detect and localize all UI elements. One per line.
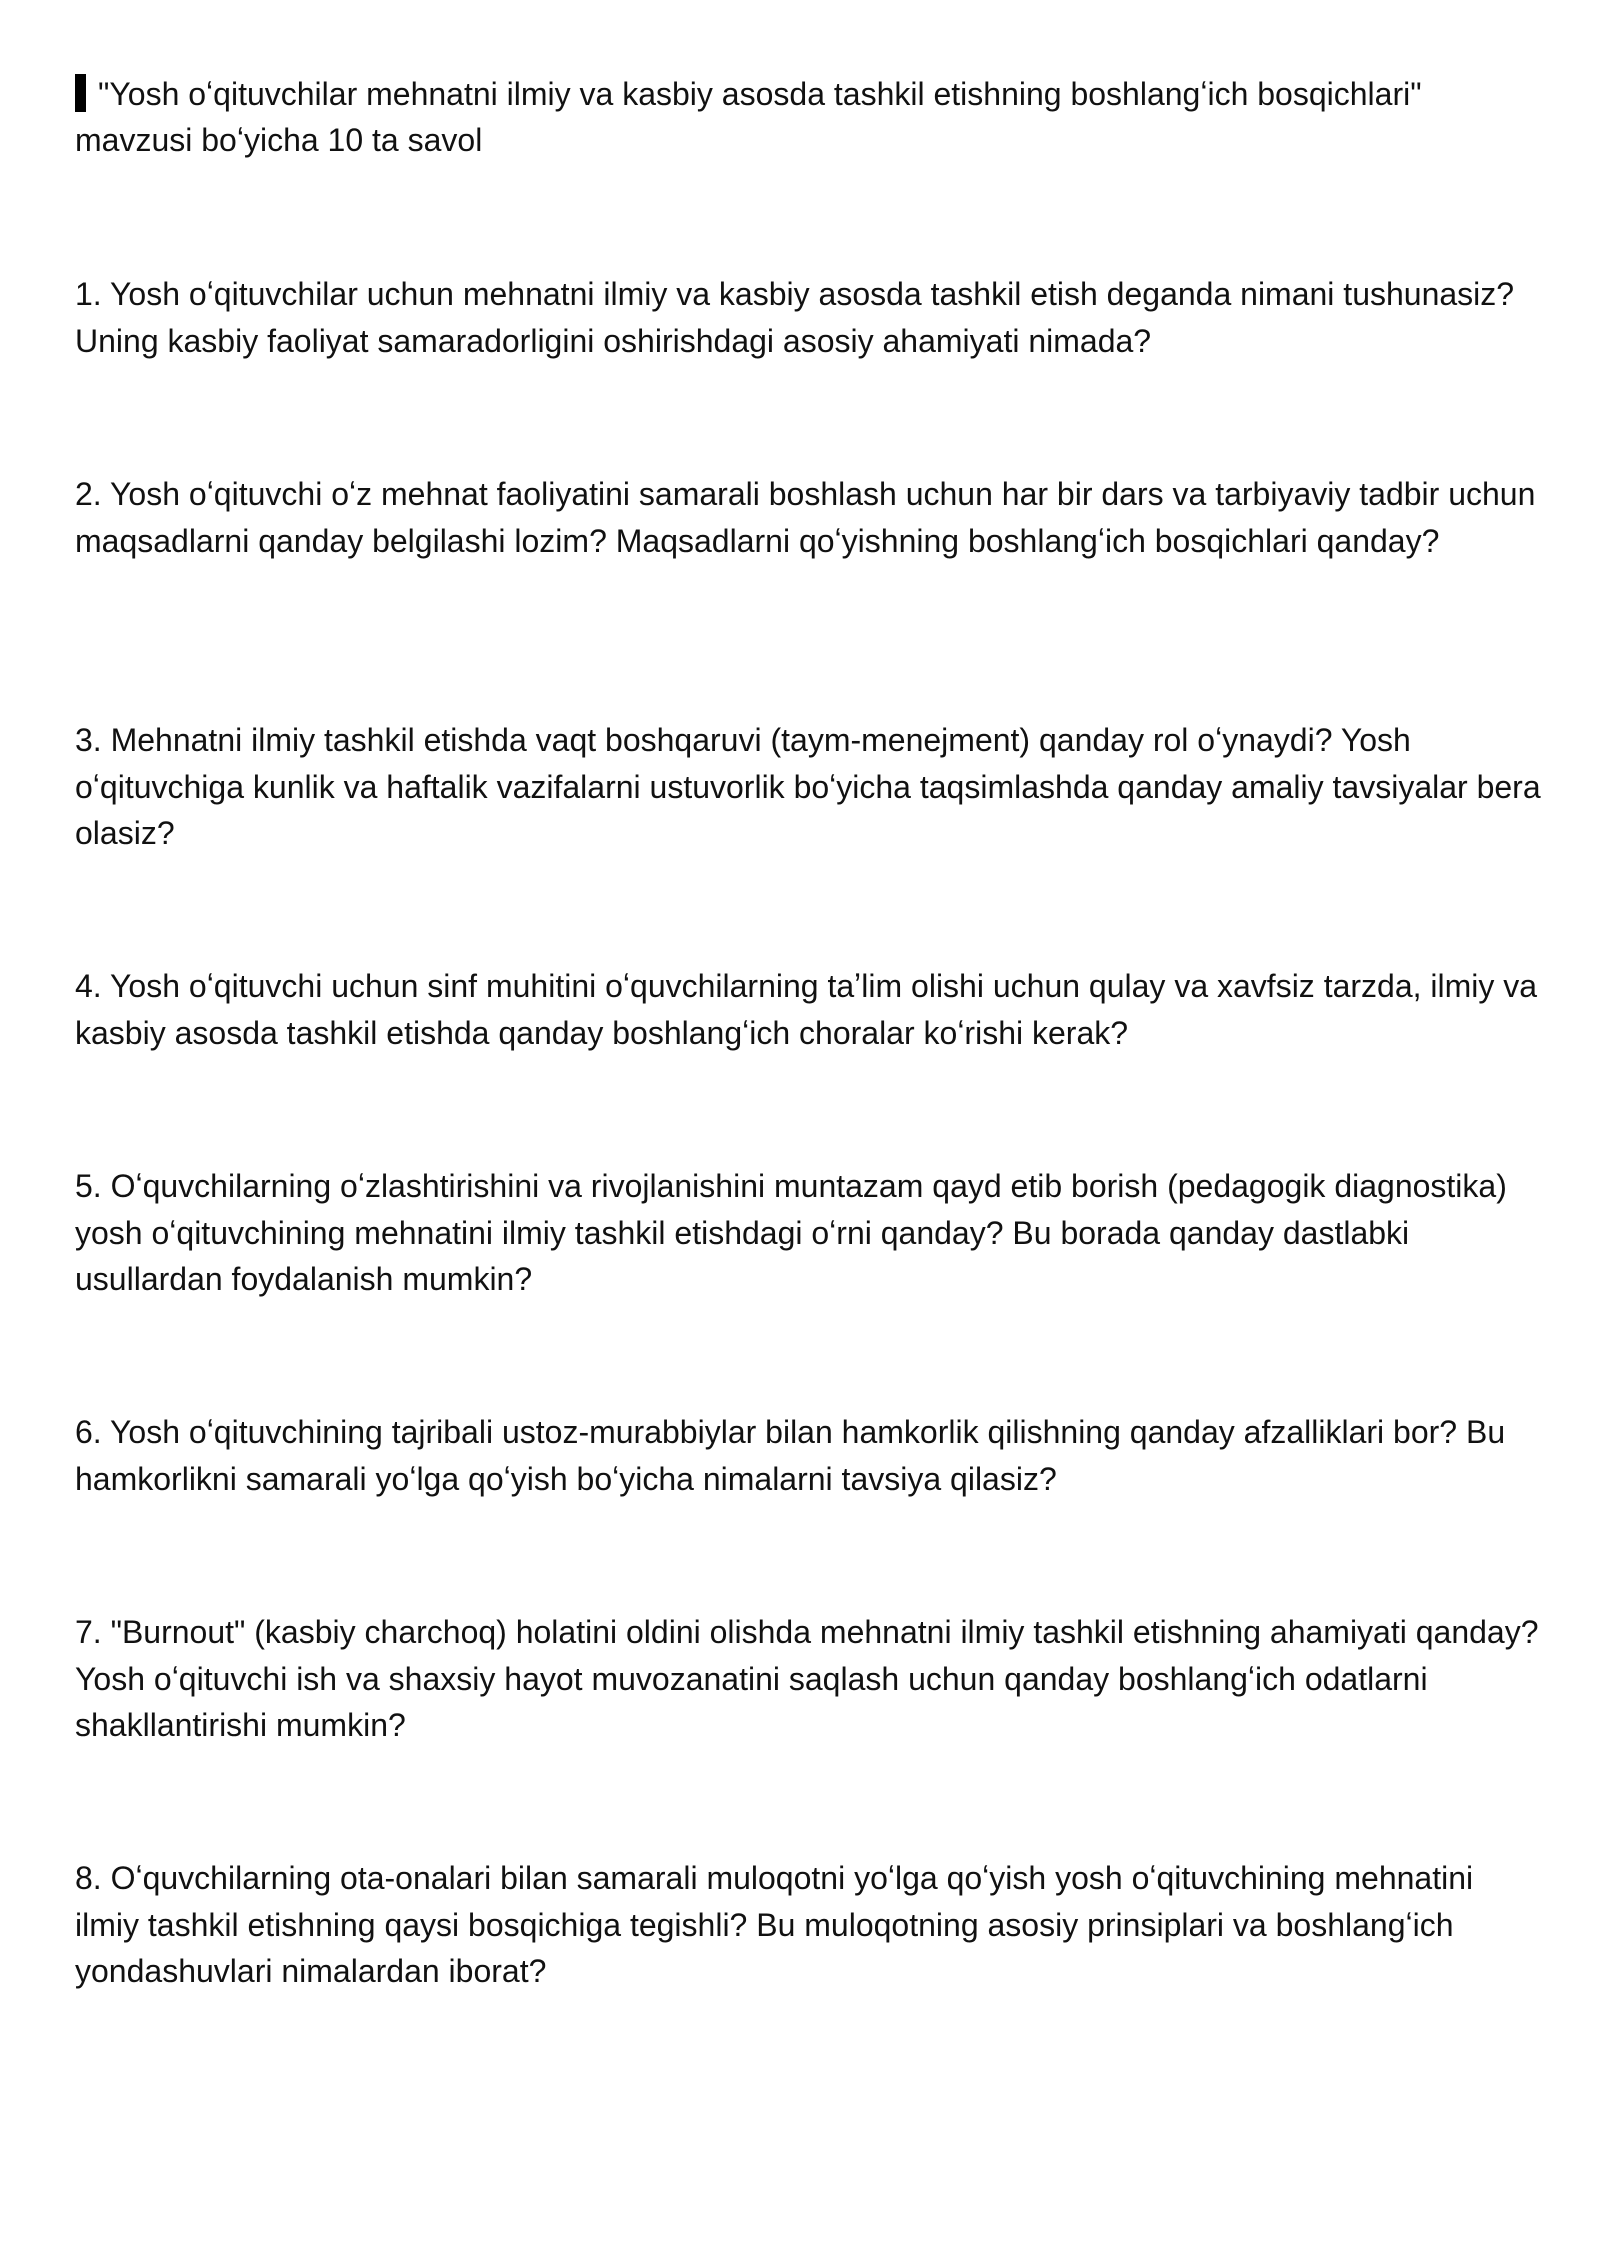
question-8: 8. Oʻquvchilarning ota-onalari bilan samarali muloqotni yoʻlga qoʻyish yosh oʻqituvchining mehnatini ilmiy tashkil etishning qaysi bosqichiga tegishli? Bu muloqotning asosiy prinsiplari va boshlangʻich yondashuvlari nimalardan iborat? — [75, 1860, 1474, 1989]
question-7: 7. "Burnout" (kasbiy charchoq) holatini oldini olishda mehnatni ilmiy tashkil etishning ahamiyati qanday? Yosh oʻqituvchi ish va shaxsiy hayot muvozanatini saqlash uchun qanday boshlangʻich odatlarni shakllantirishi mumkin? — [75, 1614, 1539, 1743]
question-2: 2. Yosh oʻqituvchi oʻz mehnat faoliyatini samarali boshlash uchun har bir dars va tarbiyaviy tadbir uchun maqsadlarni qanday belgilashi lozim? Maqsadlarni qoʻyishning boshlangʻich bosqichlari qanday? — [75, 476, 1536, 559]
title-marker-bar — [75, 74, 86, 112]
document-title-block — [75, 71, 1545, 163]
question-5: 5. Oʻquvchilarning oʻzlashtirishini va rivojlanishini muntazam qayd etib borish (pedagogik diagnostika) yosh oʻqituvchining mehnatini ilmiy tashkil etishdagi oʻrni qanday? Bu borada qanday dastlabki usullardan foydalanish mumkin? — [75, 1168, 1507, 1297]
question-1: 1. Yosh oʻqituvchilar uchun mehnatni ilmiy va kasbiy asosda tashkil etish deganda nimani tushunasiz? Uning kasbiy faoliyat samaradorligini oshirishdagi asosiy ahamiyati nimada? — [75, 276, 1515, 359]
document-title: "Yosh oʻqituvchilar mehnatni ilmiy va kasbiy asosda tashkil etishning boshlangʻich bosqichlari" mavzusi boʻyicha 10 ta savol — [75, 76, 1422, 158]
question-3: 3. Mehnatni ilmiy tashkil etishda vaqt boshqaruvi (taym-menejment) qanday rol oʻynaydi? Yosh oʻqituvchiga kunlik va haftalik vazifalarni ustuvorlik boʻyicha taqsimlashda qanday amaliy tavsiyalar bera olasiz? — [75, 722, 1541, 851]
question-4: 4. Yosh oʻqituvchi uchun sinf muhitini oʻquvchilarning taʼlim olishi uchun qulay va xavfsiz tarzda, ilmiy va kasbiy asosda tashkil etishda qanday boshlangʻich choralar koʻrishi kerak? — [75, 968, 1538, 1051]
question-6: 6. Yosh oʻqituvchining tajribali ustoz-murabbiylar bilan hamkorlik qilishning qanday afzalliklari bor? Bu hamkorlikni samarali yoʻlga qoʻyish boʻyicha nimalarni tavsiya qilasiz? — [75, 1414, 1506, 1497]
